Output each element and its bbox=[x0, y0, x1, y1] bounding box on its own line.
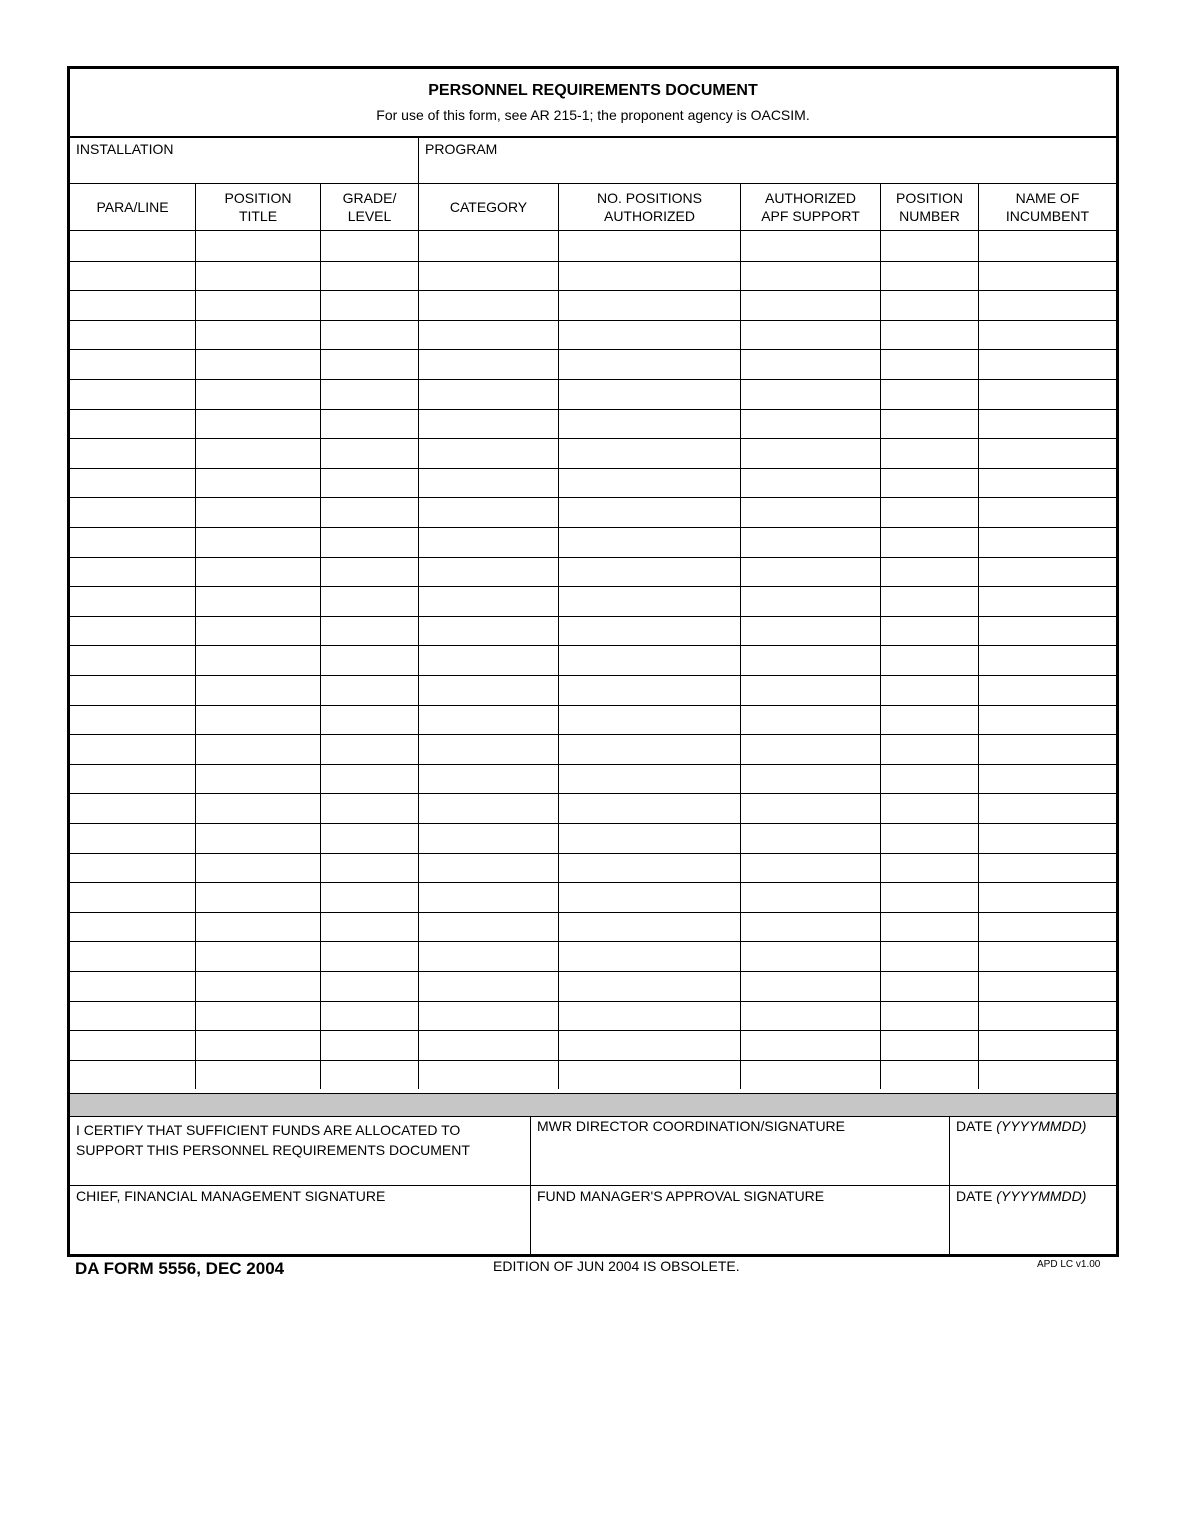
table-cell[interactable] bbox=[979, 706, 1116, 735]
table-cell[interactable] bbox=[419, 469, 558, 498]
table-cell[interactable] bbox=[979, 794, 1116, 823]
table-cell[interactable] bbox=[321, 942, 418, 971]
table-cell[interactable] bbox=[559, 262, 740, 291]
column-header-line: APF SUPPORT bbox=[761, 207, 860, 224]
table-cell[interactable] bbox=[419, 1002, 558, 1031]
column-header-line: LEVEL bbox=[347, 207, 392, 224]
table-cell[interactable] bbox=[559, 350, 740, 379]
table-cell[interactable] bbox=[979, 291, 1116, 320]
table-cell[interactable] bbox=[71, 913, 195, 942]
table-cell[interactable] bbox=[979, 469, 1116, 498]
installation-program-row bbox=[70, 136, 1116, 184]
table-cell[interactable] bbox=[196, 824, 320, 853]
table-cell[interactable] bbox=[559, 706, 740, 735]
table-cell[interactable] bbox=[321, 469, 418, 498]
table-cell[interactable] bbox=[196, 528, 320, 557]
table-cell[interactable] bbox=[196, 410, 320, 439]
table-cell[interactable] bbox=[196, 883, 320, 912]
table-cell[interactable] bbox=[71, 262, 195, 291]
table-cell[interactable] bbox=[559, 854, 740, 883]
table-cell[interactable] bbox=[196, 706, 320, 735]
table-cell[interactable] bbox=[979, 646, 1116, 675]
table-cell[interactable] bbox=[979, 232, 1116, 261]
table-cell[interactable] bbox=[71, 972, 195, 1001]
program-field[interactable] bbox=[419, 136, 1116, 183]
date-label: DATE bbox=[956, 1188, 993, 1204]
form-title: PERSONNEL REQUIREMENTS DOCUMENT bbox=[428, 82, 758, 99]
table-cell[interactable] bbox=[71, 854, 195, 883]
certify-statement-line2: SUPPORT THIS PERSONNEL REQUIREMENTS DOCUMENT bbox=[76, 1142, 470, 1158]
table-cell[interactable] bbox=[741, 1031, 880, 1060]
table-cell[interactable] bbox=[741, 617, 880, 646]
table-cell[interactable] bbox=[741, 587, 880, 616]
table-cell[interactable] bbox=[196, 854, 320, 883]
table-cell[interactable] bbox=[979, 558, 1116, 587]
table-cell[interactable] bbox=[559, 410, 740, 439]
table-cell[interactable] bbox=[741, 410, 880, 439]
table-cell[interactable] bbox=[559, 291, 740, 320]
table-cell[interactable] bbox=[741, 854, 880, 883]
table-cell[interactable] bbox=[559, 469, 740, 498]
table-cell[interactable] bbox=[71, 439, 195, 468]
fund-manager-label: FUND MANAGER'S APPROVAL SIGNATURE bbox=[537, 1188, 825, 1204]
table-cell[interactable] bbox=[741, 262, 880, 291]
table-cell[interactable] bbox=[71, 232, 195, 261]
table-cell[interactable] bbox=[419, 735, 558, 764]
table-cell[interactable] bbox=[321, 824, 418, 853]
column-header-position-title bbox=[196, 183, 320, 231]
table-cell[interactable] bbox=[559, 646, 740, 675]
table-cell[interactable] bbox=[881, 1061, 978, 1090]
table-cell[interactable] bbox=[71, 380, 195, 409]
table-cell[interactable] bbox=[71, 469, 195, 498]
table-cell[interactable] bbox=[321, 1002, 418, 1031]
column-header-category bbox=[419, 183, 558, 231]
table-cell[interactable] bbox=[559, 528, 740, 557]
table-cell[interactable] bbox=[881, 528, 978, 557]
table-cell[interactable] bbox=[321, 617, 418, 646]
table-cell[interactable] bbox=[881, 291, 978, 320]
table-cell[interactable] bbox=[419, 528, 558, 557]
table-cell[interactable] bbox=[979, 824, 1116, 853]
column-header-position-number bbox=[881, 183, 978, 231]
table-cell[interactable] bbox=[979, 617, 1116, 646]
table-cell[interactable] bbox=[559, 913, 740, 942]
table-cell[interactable] bbox=[881, 498, 978, 527]
table-cell[interactable] bbox=[559, 232, 740, 261]
table-cell[interactable] bbox=[71, 410, 195, 439]
table-cell[interactable] bbox=[979, 1031, 1116, 1060]
program-label: PROGRAM bbox=[425, 141, 498, 157]
column-header-grade-level bbox=[321, 183, 418, 231]
table-cell[interactable] bbox=[419, 646, 558, 675]
table-cell[interactable] bbox=[881, 1002, 978, 1031]
table-cell[interactable] bbox=[196, 1002, 320, 1031]
table-cell[interactable] bbox=[196, 350, 320, 379]
table-cell[interactable] bbox=[419, 794, 558, 823]
table-cell[interactable] bbox=[741, 794, 880, 823]
table-cell[interactable] bbox=[71, 350, 195, 379]
table-cell[interactable] bbox=[71, 824, 195, 853]
table-cell[interactable] bbox=[321, 587, 418, 616]
table-cell[interactable] bbox=[321, 498, 418, 527]
table-cell[interactable] bbox=[881, 232, 978, 261]
table-cell[interactable] bbox=[196, 617, 320, 646]
table-cell[interactable] bbox=[419, 587, 558, 616]
table-cell[interactable] bbox=[321, 350, 418, 379]
table-cell[interactable] bbox=[559, 587, 740, 616]
table-cell[interactable] bbox=[71, 528, 195, 557]
table-cell[interactable] bbox=[881, 646, 978, 675]
table-cell[interactable] bbox=[881, 439, 978, 468]
table-cell[interactable] bbox=[559, 824, 740, 853]
column-header-line: AUTHORIZED bbox=[603, 207, 695, 224]
column-header-line: GRADE/ bbox=[342, 189, 397, 206]
table-cell[interactable] bbox=[71, 706, 195, 735]
table-cell[interactable] bbox=[881, 1031, 978, 1060]
table-cell[interactable] bbox=[881, 824, 978, 853]
table-cell[interactable] bbox=[196, 1031, 320, 1060]
table-cell[interactable] bbox=[741, 1002, 880, 1031]
table-cell[interactable] bbox=[321, 972, 418, 1001]
table-cell[interactable] bbox=[979, 972, 1116, 1001]
form-title-block bbox=[70, 69, 1116, 138]
table-cell[interactable] bbox=[196, 735, 320, 764]
table-cell[interactable] bbox=[559, 765, 740, 794]
column-header-line: INCUMBENT bbox=[1005, 207, 1090, 224]
table-cell[interactable] bbox=[419, 410, 558, 439]
table-cell[interactable] bbox=[419, 972, 558, 1001]
fund-manager-signature-field[interactable] bbox=[531, 1186, 950, 1254]
table-cell[interactable] bbox=[881, 558, 978, 587]
table-cell[interactable] bbox=[559, 1031, 740, 1060]
table-cell[interactable] bbox=[881, 913, 978, 942]
table-cell[interactable] bbox=[196, 498, 320, 527]
table-cell[interactable] bbox=[741, 883, 880, 912]
installation-label: INSTALLATION bbox=[76, 141, 174, 157]
table-cell[interactable] bbox=[741, 942, 880, 971]
table-cell[interactable] bbox=[979, 587, 1116, 616]
table-cell[interactable] bbox=[741, 646, 880, 675]
chief-financial-label: CHIEF, FINANCIAL MANAGEMENT SIGNATURE bbox=[76, 1188, 386, 1204]
table-cell[interactable] bbox=[559, 558, 740, 587]
table-cell[interactable] bbox=[196, 972, 320, 1001]
table-cell[interactable] bbox=[71, 558, 195, 587]
table-cell[interactable] bbox=[741, 350, 880, 379]
date-field-top[interactable] bbox=[950, 1116, 1116, 1186]
table-cell[interactable] bbox=[419, 1031, 558, 1060]
table-cell[interactable] bbox=[196, 321, 320, 350]
table-cell[interactable] bbox=[979, 676, 1116, 705]
column-header-line: NUMBER bbox=[899, 207, 960, 224]
table-cell[interactable] bbox=[559, 794, 740, 823]
table-cell[interactable] bbox=[419, 676, 558, 705]
table-cell[interactable] bbox=[881, 883, 978, 912]
table-cell[interactable] bbox=[979, 854, 1116, 883]
table-cell[interactable] bbox=[979, 1002, 1116, 1031]
table-cell[interactable] bbox=[196, 794, 320, 823]
table-cell[interactable] bbox=[419, 321, 558, 350]
table-cell[interactable] bbox=[881, 587, 978, 616]
table-cell[interactable] bbox=[196, 1061, 320, 1090]
table-cell[interactable] bbox=[419, 883, 558, 912]
table-cell[interactable] bbox=[71, 1031, 195, 1060]
form-identifier: DA FORM 5556, DEC 2004 bbox=[75, 1259, 285, 1278]
column-header-line: PARA/LINE bbox=[96, 198, 169, 215]
column-header-line: AUTHORIZED bbox=[764, 189, 856, 206]
table-cell[interactable] bbox=[71, 883, 195, 912]
table-cell[interactable] bbox=[881, 854, 978, 883]
table-cell[interactable] bbox=[71, 1061, 195, 1090]
table-cell[interactable] bbox=[196, 676, 320, 705]
table-cell[interactable] bbox=[559, 617, 740, 646]
column-header-para-line bbox=[70, 183, 195, 231]
table-cell[interactable] bbox=[321, 883, 418, 912]
version-label: APD LC v1.00 bbox=[1037, 1259, 1101, 1270]
table-cell[interactable] bbox=[71, 498, 195, 527]
table-cell[interactable] bbox=[71, 1002, 195, 1031]
table-cell[interactable] bbox=[979, 913, 1116, 942]
table-cell[interactable] bbox=[881, 262, 978, 291]
table-cell[interactable] bbox=[419, 824, 558, 853]
certify-funds-field[interactable] bbox=[70, 1116, 531, 1186]
table-cell[interactable] bbox=[741, 380, 880, 409]
table-cell[interactable] bbox=[559, 321, 740, 350]
table-cell[interactable] bbox=[881, 469, 978, 498]
table-cell[interactable] bbox=[979, 883, 1116, 912]
table-cell[interactable] bbox=[196, 646, 320, 675]
table-cell[interactable] bbox=[979, 735, 1116, 764]
table-cell[interactable] bbox=[71, 735, 195, 764]
table-cell[interactable] bbox=[741, 291, 880, 320]
table-cell[interactable] bbox=[881, 350, 978, 379]
table-cell[interactable] bbox=[419, 1061, 558, 1090]
table-cell[interactable] bbox=[419, 380, 558, 409]
table-cell[interactable] bbox=[321, 735, 418, 764]
table-cell[interactable] bbox=[71, 765, 195, 794]
table-cell[interactable] bbox=[979, 1061, 1116, 1090]
table-cell[interactable] bbox=[419, 439, 558, 468]
table-cell[interactable] bbox=[321, 706, 418, 735]
table-cell[interactable] bbox=[321, 262, 418, 291]
table-cell[interactable] bbox=[71, 617, 195, 646]
column-header-line: NO. POSITIONS bbox=[596, 189, 702, 206]
column-header-line: POSITION bbox=[224, 189, 292, 206]
table-cell[interactable] bbox=[321, 765, 418, 794]
table-cell[interactable] bbox=[196, 469, 320, 498]
table-cell[interactable] bbox=[321, 1061, 418, 1090]
table-cell[interactable] bbox=[741, 558, 880, 587]
table-cell[interactable] bbox=[559, 1002, 740, 1031]
table-cell[interactable] bbox=[419, 942, 558, 971]
table-cell[interactable] bbox=[741, 498, 880, 527]
table-cell[interactable] bbox=[419, 854, 558, 883]
column-header-line: POSITION bbox=[896, 189, 963, 206]
table-cell[interactable] bbox=[881, 321, 978, 350]
table-cell[interactable] bbox=[979, 410, 1116, 439]
table-cell[interactable] bbox=[741, 439, 880, 468]
table-cell[interactable] bbox=[196, 765, 320, 794]
table-cell[interactable] bbox=[321, 232, 418, 261]
table-cell[interactable] bbox=[881, 972, 978, 1001]
table-cell[interactable] bbox=[559, 676, 740, 705]
table-cell[interactable] bbox=[979, 321, 1116, 350]
chief-financial-signature-field[interactable] bbox=[70, 1186, 531, 1254]
table-cell[interactable] bbox=[741, 913, 880, 942]
table-cell[interactable] bbox=[741, 676, 880, 705]
certify-statement-line1: I CERTIFY THAT SUFFICIENT FUNDS ARE ALLOCATED TO bbox=[76, 1122, 461, 1138]
table-cell[interactable] bbox=[979, 439, 1116, 468]
table-cell[interactable] bbox=[196, 232, 320, 261]
table-cell[interactable] bbox=[419, 350, 558, 379]
table-cell[interactable] bbox=[196, 262, 320, 291]
table-cell[interactable] bbox=[741, 469, 880, 498]
table-cell[interactable] bbox=[321, 439, 418, 468]
table-cell[interactable] bbox=[741, 321, 880, 350]
table-cell[interactable] bbox=[196, 913, 320, 942]
table-cell[interactable] bbox=[196, 942, 320, 971]
column-header-line: NAME OF bbox=[1015, 189, 1080, 206]
table-cell[interactable] bbox=[741, 765, 880, 794]
table-cell[interactable] bbox=[419, 706, 558, 735]
table-cell[interactable] bbox=[559, 942, 740, 971]
table-cell[interactable] bbox=[881, 617, 978, 646]
mwr-director-signature-field[interactable] bbox=[531, 1116, 950, 1186]
table-cell[interactable] bbox=[71, 794, 195, 823]
table-cell[interactable] bbox=[321, 1031, 418, 1060]
column-header-authorized-apf-support bbox=[741, 183, 880, 231]
table-cell[interactable] bbox=[321, 676, 418, 705]
date-label: DATE bbox=[956, 1118, 993, 1134]
table-cell[interactable] bbox=[321, 794, 418, 823]
table-cell[interactable] bbox=[881, 735, 978, 764]
date-format-hint: (YYYYMMDD) bbox=[996, 1118, 1087, 1134]
table-cell[interactable] bbox=[559, 883, 740, 912]
table-cell[interactable] bbox=[71, 676, 195, 705]
table-cell[interactable] bbox=[559, 498, 740, 527]
column-header-line: TITLE bbox=[238, 207, 278, 224]
column-header-no-positions-authorized bbox=[559, 183, 740, 231]
column-header-name-of-incumbent bbox=[979, 183, 1116, 231]
table-cell[interactable] bbox=[741, 972, 880, 1001]
table-cell[interactable] bbox=[321, 380, 418, 409]
column-header-line: CATEGORY bbox=[449, 198, 528, 215]
table-cell[interactable] bbox=[321, 913, 418, 942]
table-cell[interactable] bbox=[979, 942, 1116, 971]
personnel-requirements-form bbox=[67, 66, 1119, 1257]
table-cell[interactable] bbox=[741, 824, 880, 853]
table-cell[interactable] bbox=[559, 972, 740, 1001]
table-cell[interactable] bbox=[979, 498, 1116, 527]
table-cell[interactable] bbox=[71, 942, 195, 971]
table-cell[interactable] bbox=[979, 262, 1116, 291]
date-format-hint: (YYYYMMDD) bbox=[996, 1188, 1087, 1204]
table-cell[interactable] bbox=[196, 558, 320, 587]
table-cell[interactable] bbox=[71, 291, 195, 320]
table-cell[interactable] bbox=[881, 794, 978, 823]
table-cell[interactable] bbox=[979, 380, 1116, 409]
table-cell[interactable] bbox=[559, 735, 740, 764]
table-cell[interactable] bbox=[71, 321, 195, 350]
table-cell[interactable] bbox=[419, 617, 558, 646]
table-cell[interactable] bbox=[881, 676, 978, 705]
table-cell[interactable] bbox=[419, 765, 558, 794]
table-cell[interactable] bbox=[741, 1061, 880, 1090]
table-cell[interactable] bbox=[979, 350, 1116, 379]
table-cell[interactable] bbox=[196, 291, 320, 320]
date-field-bottom[interactable] bbox=[950, 1186, 1116, 1254]
table-cell[interactable] bbox=[881, 380, 978, 409]
table-cell[interactable] bbox=[881, 765, 978, 794]
table-cell[interactable] bbox=[321, 321, 418, 350]
table-cell[interactable] bbox=[71, 587, 195, 616]
table-cell[interactable] bbox=[419, 498, 558, 527]
table-cell[interactable] bbox=[741, 735, 880, 764]
table-cell[interactable] bbox=[741, 232, 880, 261]
table-cell[interactable] bbox=[419, 232, 558, 261]
table-cell[interactable] bbox=[741, 706, 880, 735]
table-cell[interactable] bbox=[419, 913, 558, 942]
table-cell[interactable] bbox=[419, 262, 558, 291]
table-cell[interactable] bbox=[321, 410, 418, 439]
mwr-director-label: MWR DIRECTOR COORDINATION/SIGNATURE bbox=[537, 1118, 845, 1134]
table-cell[interactable] bbox=[881, 410, 978, 439]
table-cell[interactable] bbox=[419, 291, 558, 320]
table-cell[interactable] bbox=[559, 1061, 740, 1090]
table-cell[interactable] bbox=[321, 291, 418, 320]
form-subtitle: For use of this form, see AR 215-1; the proponent agency is OACSIM. bbox=[376, 107, 810, 123]
table-cell[interactable] bbox=[196, 380, 320, 409]
table-cell[interactable] bbox=[321, 558, 418, 587]
table-cell[interactable] bbox=[196, 587, 320, 616]
table-cell[interactable] bbox=[321, 528, 418, 557]
table-cell[interactable] bbox=[419, 558, 558, 587]
table-cell[interactable] bbox=[559, 439, 740, 468]
section-divider-band bbox=[70, 1093, 1116, 1117]
table-cell[interactable] bbox=[196, 439, 320, 468]
table-cell[interactable] bbox=[321, 646, 418, 675]
table-cell[interactable] bbox=[741, 528, 880, 557]
table-cell[interactable] bbox=[559, 380, 740, 409]
table-cell[interactable] bbox=[321, 854, 418, 883]
table-cell[interactable] bbox=[881, 706, 978, 735]
installation-field[interactable] bbox=[70, 136, 419, 183]
table-cell[interactable] bbox=[881, 942, 978, 971]
table-cell[interactable] bbox=[979, 528, 1116, 557]
edition-note: EDITION OF JUN 2004 IS OBSOLETE. bbox=[493, 1258, 740, 1274]
table-cell[interactable] bbox=[71, 646, 195, 675]
table-cell[interactable] bbox=[979, 765, 1116, 794]
